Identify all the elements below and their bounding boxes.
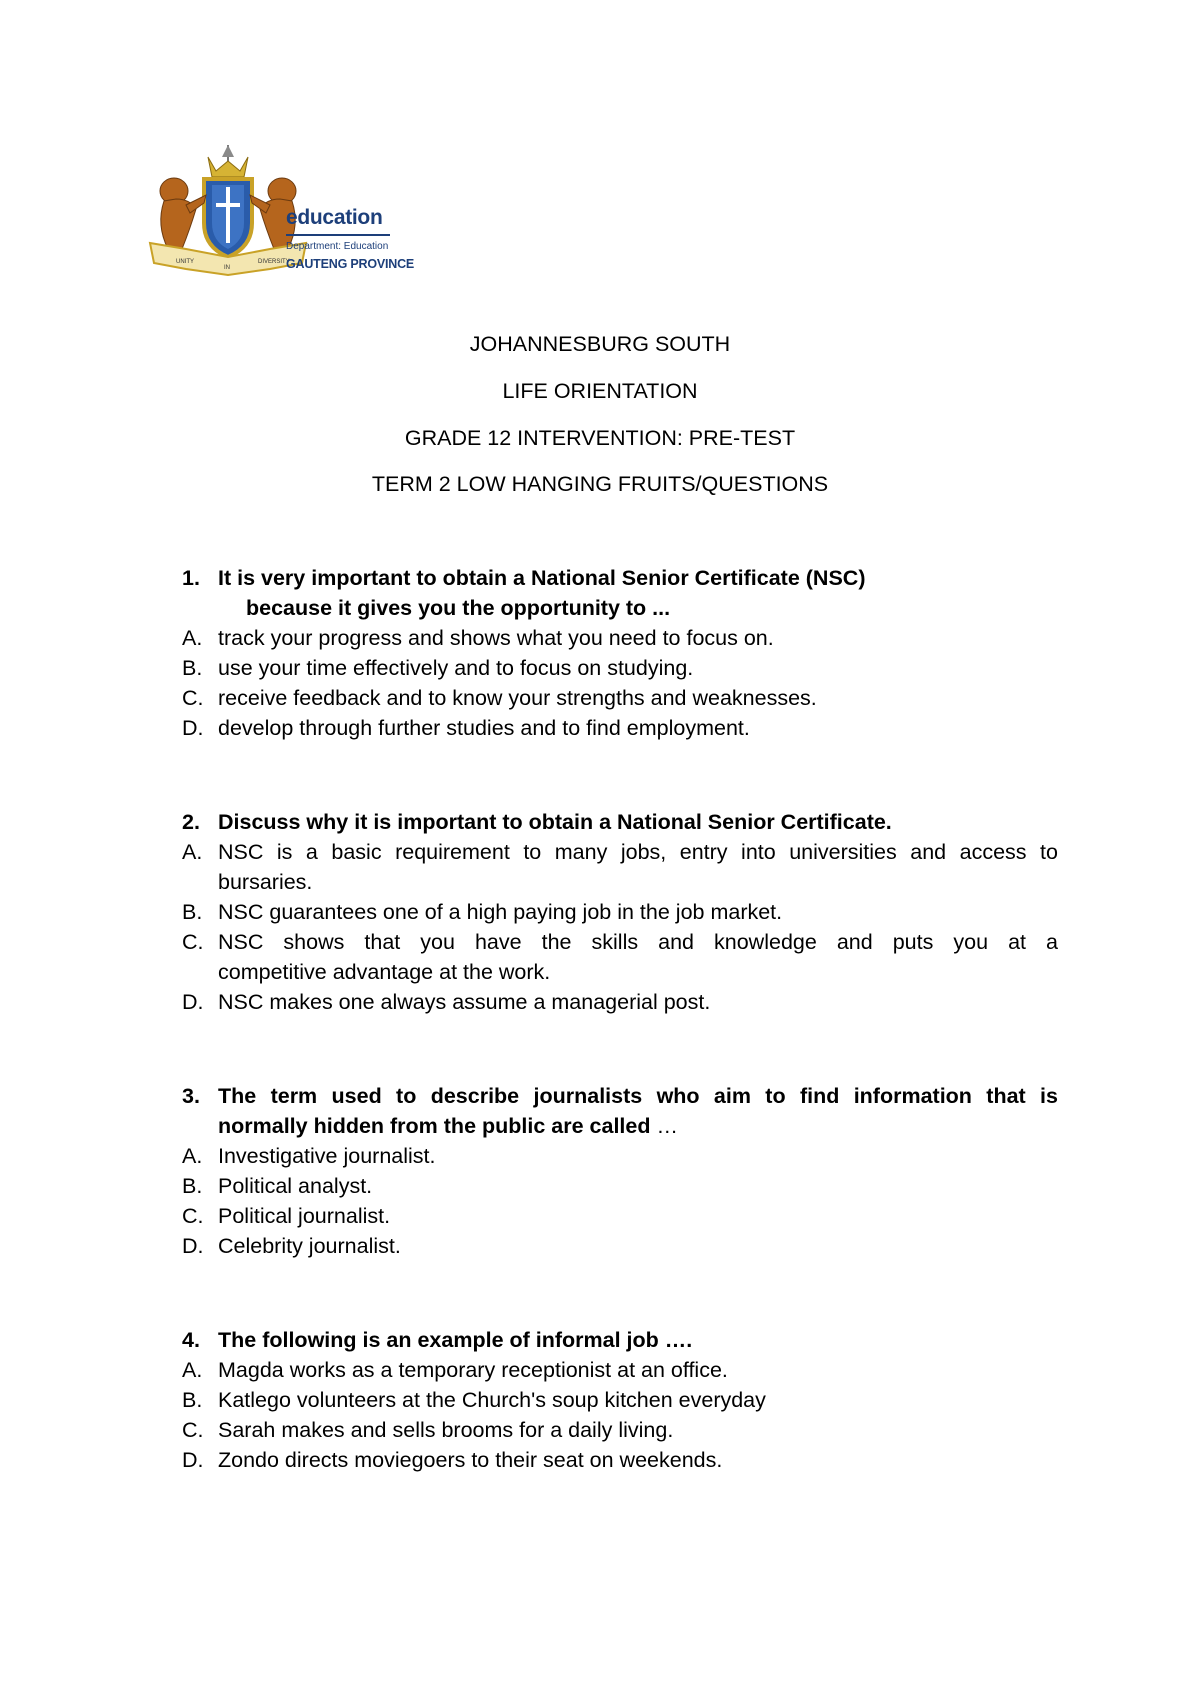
- option-letter: A.: [182, 626, 203, 650]
- option-letter: D.: [182, 1234, 204, 1258]
- question-3-option-c: Political journalist.: [218, 1204, 391, 1228]
- option-letter: B.: [182, 1388, 203, 1412]
- question-3-option-a: Investigative journalist.: [218, 1144, 436, 1168]
- question-4-option-b: Katlego volunteers at the Church's soup kitchen everyday: [218, 1388, 766, 1412]
- option-letter: C.: [182, 930, 204, 954]
- question-4-number: 4.: [182, 1328, 200, 1352]
- question-3-option-b: Political analyst.: [218, 1174, 373, 1198]
- header-subject: LIFE ORIENTATION: [502, 379, 698, 403]
- question-3-stem: The term used to describe journalists who aim to find information that is: [218, 1084, 1058, 1108]
- question-2-option-d: NSC makes one always assume a managerial post.: [218, 990, 711, 1014]
- question-2-number: 2.: [182, 810, 200, 834]
- logo-province-text: GAUTENG PROVINCE: [286, 257, 415, 271]
- svg-text:IN: IN: [224, 265, 230, 271]
- option-letter: D.: [182, 1448, 204, 1472]
- question-2-option-a-cont: bursaries.: [218, 870, 313, 894]
- question-3-number: 3.: [182, 1084, 200, 1108]
- question-2-option-a: NSC is a basic requirement to many jobs, entry into universities and access to: [218, 840, 1058, 864]
- svg-text:UNITY: UNITY: [176, 259, 194, 265]
- question-2-stem: Discuss why it is important to obtain a National Senior Certificate.: [218, 810, 892, 834]
- question-3-stem-text: normally hidden from the public are called: [218, 1114, 651, 1138]
- question-3-option-d: Celebrity journalist.: [218, 1234, 401, 1258]
- logo-divider: [286, 234, 390, 236]
- question-1-option-c: receive feedback and to know your strengths and weaknesses.: [218, 686, 817, 710]
- option-letter: C.: [182, 686, 204, 710]
- option-letter: B.: [182, 900, 203, 924]
- question-2-option-c-cont: competitive advantage at the work.: [218, 960, 551, 984]
- option-letter: D.: [182, 990, 204, 1014]
- question-1-stem-cont: because it gives you the opportunity to ...: [246, 596, 671, 620]
- option-letter: C.: [182, 1418, 204, 1442]
- question-3-stem-ellipsis: …: [656, 1114, 678, 1138]
- question-4-option-a: Magda works as a temporary receptionist at an office.: [218, 1358, 728, 1382]
- option-letter: A.: [182, 840, 203, 864]
- question-1-option-a: track your progress and shows what you need to focus on.: [218, 626, 774, 650]
- question-1-stem: It is very important to obtain a National Senior Certificate (NSC): [218, 566, 866, 590]
- question-1-option-d: develop through further studies and to find employment.: [218, 716, 750, 740]
- logo-department-text: Department: Education: [286, 241, 389, 252]
- header-test-title: GRADE 12 INTERVENTION: PRE-TEST: [404, 426, 796, 450]
- option-letter: C.: [182, 1204, 204, 1228]
- question-4-stem: The following is an example of informal job ….: [218, 1328, 693, 1352]
- question-1-option-b: use your time effectively and to focus on studying.: [218, 656, 694, 680]
- question-3-stem-cont: [218, 1114, 678, 1139]
- option-letter: D.: [182, 716, 204, 740]
- question-4-option-c: Sarah makes and sells brooms for a daily living.: [218, 1418, 674, 1442]
- option-letter: B.: [182, 656, 203, 680]
- question-2-option-c: NSC shows that you have the skills and knowledge and puts you at a: [218, 930, 1058, 954]
- question-4-option-d: Zondo directs moviegoers to their seat on weekends.: [218, 1448, 723, 1472]
- question-1-number: 1.: [182, 566, 200, 590]
- header-term: TERM 2 LOW HANGING FRUITS/QUESTIONS: [371, 472, 829, 496]
- option-letter: A.: [182, 1144, 203, 1168]
- question-2-option-b: NSC guarantees one of a high paying job in the job market.: [218, 900, 783, 924]
- option-letter: A.: [182, 1358, 203, 1382]
- option-letter: B.: [182, 1174, 203, 1198]
- logo-education-text: education: [286, 206, 383, 229]
- svg-text:DIVERSITY: DIVERSITY: [258, 259, 290, 265]
- header-district: JOHANNESBURG SOUTH: [469, 332, 731, 356]
